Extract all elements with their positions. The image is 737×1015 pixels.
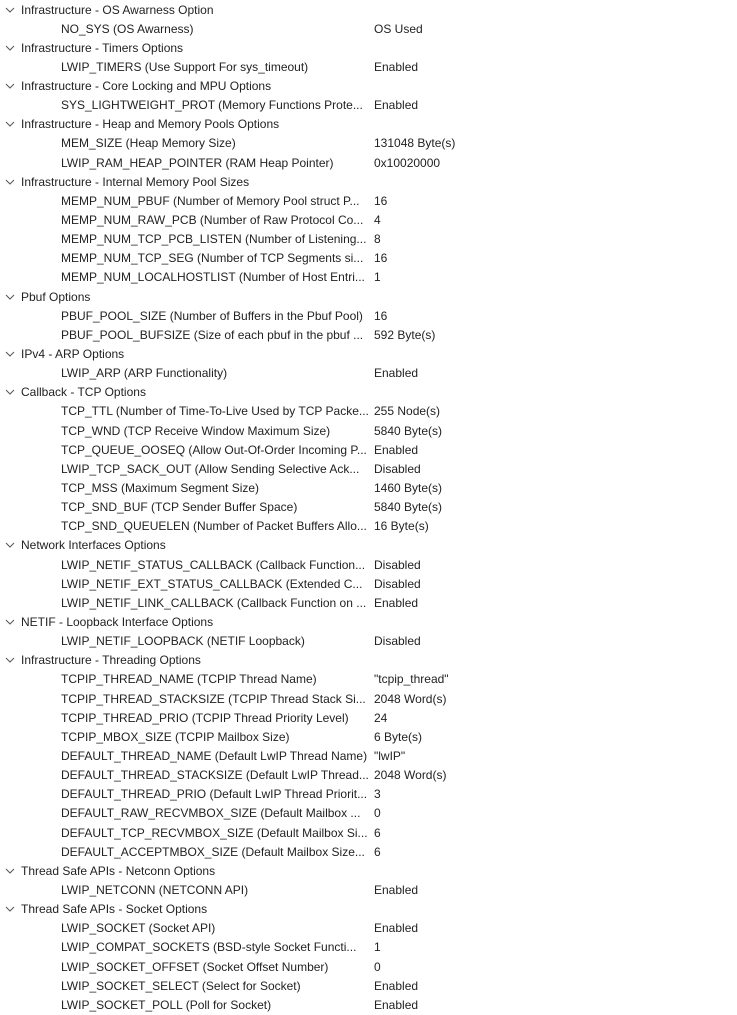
tree-group[interactable] (0, 651, 737, 670)
tree-group[interactable] (0, 288, 737, 307)
parameter-row[interactable] (0, 230, 737, 249)
parameter-name: TCP_QUEUE_OOSEQ (Allow Out-Of-Order Incoming P... (61, 442, 367, 457)
parameter-name: LWIP_TCP_SACK_OUT (Allow Sending Selective Ack... (61, 461, 360, 476)
chevron-down-icon[interactable] (5, 651, 15, 670)
parameter-value[interactable]: 1 (374, 940, 381, 955)
parameter-row[interactable] (0, 594, 737, 613)
parameter-name: TCP_MSS (Maximum Segment Size) (61, 481, 260, 496)
parameter-row[interactable] (0, 192, 737, 211)
parameter-name: LWIP_NETIF_STATUS_CALLBACK (Callback Function... (61, 557, 366, 572)
parameter-name: LWIP_RAM_HEAP_POINTER (RAM Heap Pointer) (61, 155, 334, 170)
parameter-name: NO_SYS (OS Awarness) (61, 21, 194, 36)
parameter-name: MEMP_NUM_TCP_PCB_LISTEN (Number of Listening... (61, 232, 367, 247)
parameter-name: SYS_LIGHTWEIGHT_PROT (Memory Functions Prote... (61, 98, 363, 113)
parameter-value[interactable]: Enabled (374, 366, 419, 381)
tree-group[interactable] (0, 613, 737, 632)
parameter-name: DEFAULT_ACCEPTMBOX_SIZE (Default Mailbox Size... (61, 844, 365, 859)
parameter-value[interactable]: 0 (374, 806, 381, 821)
parameter-name: TCP_SND_QUEUELEN (Number of Packet Buffers Allo... (61, 519, 367, 534)
parameter-value[interactable]: 16 (374, 308, 388, 323)
parameter-value[interactable]: 0 (374, 959, 381, 974)
parameter-name: LWIP_NETIF_LINK_CALLBACK (Callback Function on ... (61, 595, 367, 610)
parameter-row[interactable] (0, 690, 737, 709)
tree-group[interactable] (0, 115, 737, 134)
group-label: Infrastructure - OS Awarness Option (21, 2, 214, 17)
parameter-name: MEMP_NUM_TCP_SEG (Number of TCP Segments si... (61, 251, 364, 266)
group-label: Infrastructure - Threading Options (21, 653, 201, 668)
group-label: Pbuf Options (21, 289, 91, 304)
parameter-row[interactable] (0, 249, 737, 268)
parameter-value[interactable]: 4 (374, 213, 381, 228)
tree-group[interactable] (0, 77, 737, 96)
parameter-name: TCPIP_MBOX_SIZE (TCPIP Mailbox Size) (61, 729, 290, 744)
chevron-down-icon[interactable] (5, 900, 15, 919)
parameter-value[interactable]: 16 (374, 251, 388, 266)
parameter-name: MEMP_NUM_RAW_PCB (Number of Raw Protocol Co... (61, 213, 364, 228)
parameter-row[interactable] (0, 670, 737, 689)
parameter-row[interactable] (0, 556, 737, 575)
group-label: NETIF - Loopback Interface Options (21, 615, 214, 629)
parameter-name: LWIP_NETIF_EXT_STATUS_CALLBACK (Extended C... (61, 576, 363, 591)
parameter-row[interactable] (0, 709, 737, 728)
parameter-value[interactable]: Enabled (374, 98, 419, 113)
parameter-name: LWIP_NETCONN (NETCONN API) (61, 882, 249, 897)
parameter-row[interactable] (0, 460, 737, 479)
parameter-value[interactable]: 1 (374, 270, 381, 285)
parameter-value[interactable]: 6 (374, 825, 381, 840)
parameter-value[interactable]: Disabled (374, 576, 421, 591)
parameter-value[interactable]: 592 Byte(s) (374, 327, 436, 342)
group-label: Infrastructure - Timers Options (21, 40, 184, 55)
parameter-value[interactable]: Disabled (374, 634, 421, 649)
tree-group[interactable] (0, 1, 737, 20)
parameter-value[interactable]: 6 Byte(s) (374, 729, 423, 744)
parameter-value[interactable]: 24 (374, 710, 388, 725)
parameter-name: LWIP_SOCKET (Socket API) (61, 921, 216, 936)
parameter-value[interactable]: 5840 Byte(s) (374, 500, 443, 515)
parameter-value[interactable]: 255 Node(s) (374, 404, 441, 419)
parameter-name: DEFAULT_RAW_RECVMBOX_SIZE (Default Mailbox ... (61, 806, 361, 821)
parameter-row[interactable] (0, 20, 737, 39)
parameter-row[interactable] (0, 441, 737, 460)
parameter-name: LWIP_COMPAT_SOCKETS (BSD-style Socket Functi... (61, 940, 357, 955)
parameter-name: LWIP_ARP (ARP Functionality) (61, 366, 228, 381)
tree-group[interactable] (0, 900, 737, 919)
parameter-row[interactable] (0, 824, 737, 843)
parameter-row[interactable] (0, 881, 737, 900)
parameter-row[interactable] (0, 919, 737, 938)
parameter-name: LWIP_SOCKET_POLL (Poll for Socket) (61, 997, 272, 1012)
parameter-value[interactable]: Enabled (374, 921, 419, 936)
chevron-down-icon[interactable] (5, 115, 15, 134)
parameter-value[interactable]: 5840 Byte(s) (374, 423, 443, 438)
parameter-name: TCP_SND_BUF (TCP Sender Buffer Space) (61, 500, 298, 515)
parameter-row[interactable] (0, 747, 737, 766)
parameter-value[interactable]: "lwIP" (374, 748, 406, 763)
tree-group[interactable] (0, 345, 737, 364)
chevron-down-icon[interactable] (5, 39, 15, 58)
parameter-row[interactable] (0, 958, 737, 977)
parameter-row[interactable] (0, 804, 737, 823)
parameter-name: LWIP_NETIF_LOOPBACK (NETIF Loopback) (61, 634, 305, 649)
group-label: Infrastructure - Core Locking and MPU Options (21, 79, 272, 94)
parameter-value[interactable]: 16 (374, 193, 388, 208)
parameter-value[interactable]: 16 Byte(s) (374, 519, 429, 534)
parameter-row[interactable] (0, 728, 737, 747)
chevron-down-icon[interactable] (5, 288, 15, 307)
group-label: Infrastructure - Internal Memory Pool Sizes (21, 174, 250, 189)
parameter-value[interactable]: "tcpip_thread" (374, 672, 449, 687)
parameter-row[interactable] (0, 498, 737, 517)
parameter-row[interactable] (0, 938, 737, 957)
parameter-row[interactable] (0, 58, 737, 77)
group-label: IPv4 - ARP Options (21, 347, 125, 362)
parameter-row[interactable] (0, 766, 737, 785)
parameter-value[interactable]: 3 (374, 787, 381, 802)
parameter-name: PBUF_POOL_BUFSIZE (Size of each pbuf in the pbuf ... (61, 327, 364, 342)
tree-group[interactable] (0, 39, 737, 58)
parameter-value[interactable]: Disabled (374, 557, 421, 572)
chevron-down-icon[interactable] (5, 536, 15, 555)
parameter-name: LWIP_SOCKET_SELECT (Select for Socket) (61, 978, 301, 993)
parameter-value[interactable]: Disabled (374, 461, 421, 476)
parameter-name: LWIP_SOCKET_OFFSET (Socket Offset Number) (61, 959, 329, 974)
parameter-name: DEFAULT_THREAD_PRIO (Default LwIP Thread Priorit... (61, 787, 368, 802)
parameter-name: MEMP_NUM_PBUF (Number of Memory Pool struct P... (61, 193, 360, 208)
parameter-value[interactable]: Enabled (374, 442, 419, 457)
parameter-row[interactable] (0, 268, 737, 287)
parameter-value[interactable]: 131048 Byte(s) (374, 136, 456, 151)
parameter-name: MEMP_NUM_LOCALHOSTLIST (Number of Host Entri... (61, 270, 365, 285)
parameter-row[interactable] (0, 977, 737, 996)
parameter-name: DEFAULT_THREAD_STACKSIZE (Default LwIP Thread... (61, 768, 369, 783)
tree-group[interactable] (0, 173, 737, 192)
chevron-down-icon[interactable] (5, 613, 15, 632)
parameter-name: MEM_SIZE (Heap Memory Size) (61, 136, 236, 151)
chevron-down-icon[interactable] (5, 173, 15, 192)
parameter-value[interactable]: Enabled (374, 997, 419, 1012)
parameter-row[interactable] (0, 402, 737, 421)
parameter-name: TCP_TTL (Number of Time-To-Live Used by TCP Packe... (61, 404, 369, 419)
parameter-name: TCPIP_THREAD_STACKSIZE (TCPIP Thread Stack Si... (61, 691, 366, 706)
parameter-name: LWIP_TIMERS (Use Support For sys_timeout) (61, 59, 309, 74)
tree-group[interactable] (0, 383, 737, 402)
parameter-value[interactable]: 2048 Word(s) (374, 768, 447, 783)
parameter-row[interactable] (0, 422, 737, 441)
parameter-value[interactable]: Enabled (374, 978, 419, 993)
parameter-value[interactable]: Enabled (374, 595, 419, 610)
parameter-value[interactable]: 8 (374, 232, 381, 247)
parameter-row[interactable] (0, 364, 737, 383)
group-label: Thread Safe APIs - Netconn Options (21, 863, 216, 878)
parameter-name: DEFAULT_TCP_RECVMBOX_SIZE (Default Mailbox Si... (61, 825, 368, 840)
parameter-row[interactable] (0, 632, 737, 651)
group-label: Infrastructure - Heap and Memory Pools Options (21, 117, 280, 132)
parameter-row[interactable] (0, 517, 737, 536)
chevron-down-icon[interactable] (5, 383, 15, 402)
chevron-down-icon[interactable] (5, 345, 15, 364)
parameter-value[interactable]: 2048 Word(s) (374, 691, 447, 706)
parameter-row[interactable] (0, 211, 737, 230)
parameter-name: TCPIP_THREAD_NAME (TCPIP Thread Name) (61, 672, 317, 687)
parameter-value[interactable]: 6 (374, 844, 381, 859)
parameter-value[interactable]: 0x10020000 (374, 155, 441, 170)
parameter-row[interactable] (0, 575, 737, 594)
parameter-name: PBUF_POOL_SIZE (Number of Buffers in the Pbuf Pool) (61, 308, 363, 323)
chevron-down-icon[interactable] (5, 862, 15, 881)
parameter-row[interactable] (0, 785, 737, 804)
group-label: Network Interfaces Options (21, 538, 166, 553)
parameter-row[interactable] (0, 843, 737, 862)
parameter-name: TCPIP_THREAD_PRIO (TCPIP Thread Priority Level) (61, 710, 349, 725)
parameter-value[interactable]: Enabled (374, 59, 419, 74)
parameter-value[interactable]: Enabled (374, 882, 419, 897)
parameter-value[interactable]: 1460 Byte(s) (374, 481, 443, 496)
group-label: Callback - TCP Options (21, 385, 146, 400)
parameter-row[interactable] (0, 154, 737, 173)
parameter-row[interactable] (0, 96, 737, 115)
parameter-name: DEFAULT_THREAD_NAME (Default LwIP Thread Name) (61, 748, 368, 763)
parameter-value[interactable]: OS Used (374, 21, 423, 36)
group-label: Thread Safe APIs - Socket Options (21, 902, 208, 917)
parameter-row[interactable] (0, 326, 737, 345)
tree-group[interactable] (0, 862, 737, 881)
chevron-down-icon[interactable] (5, 1, 15, 20)
parameter-name: TCP_WND (TCP Receive Window Maximum Size) (61, 423, 331, 438)
tree-group[interactable] (0, 536, 737, 555)
chevron-down-icon[interactable] (5, 77, 15, 96)
parameter-row[interactable] (0, 134, 737, 153)
parameter-row[interactable] (0, 307, 737, 326)
parameter-row[interactable] (0, 479, 737, 498)
